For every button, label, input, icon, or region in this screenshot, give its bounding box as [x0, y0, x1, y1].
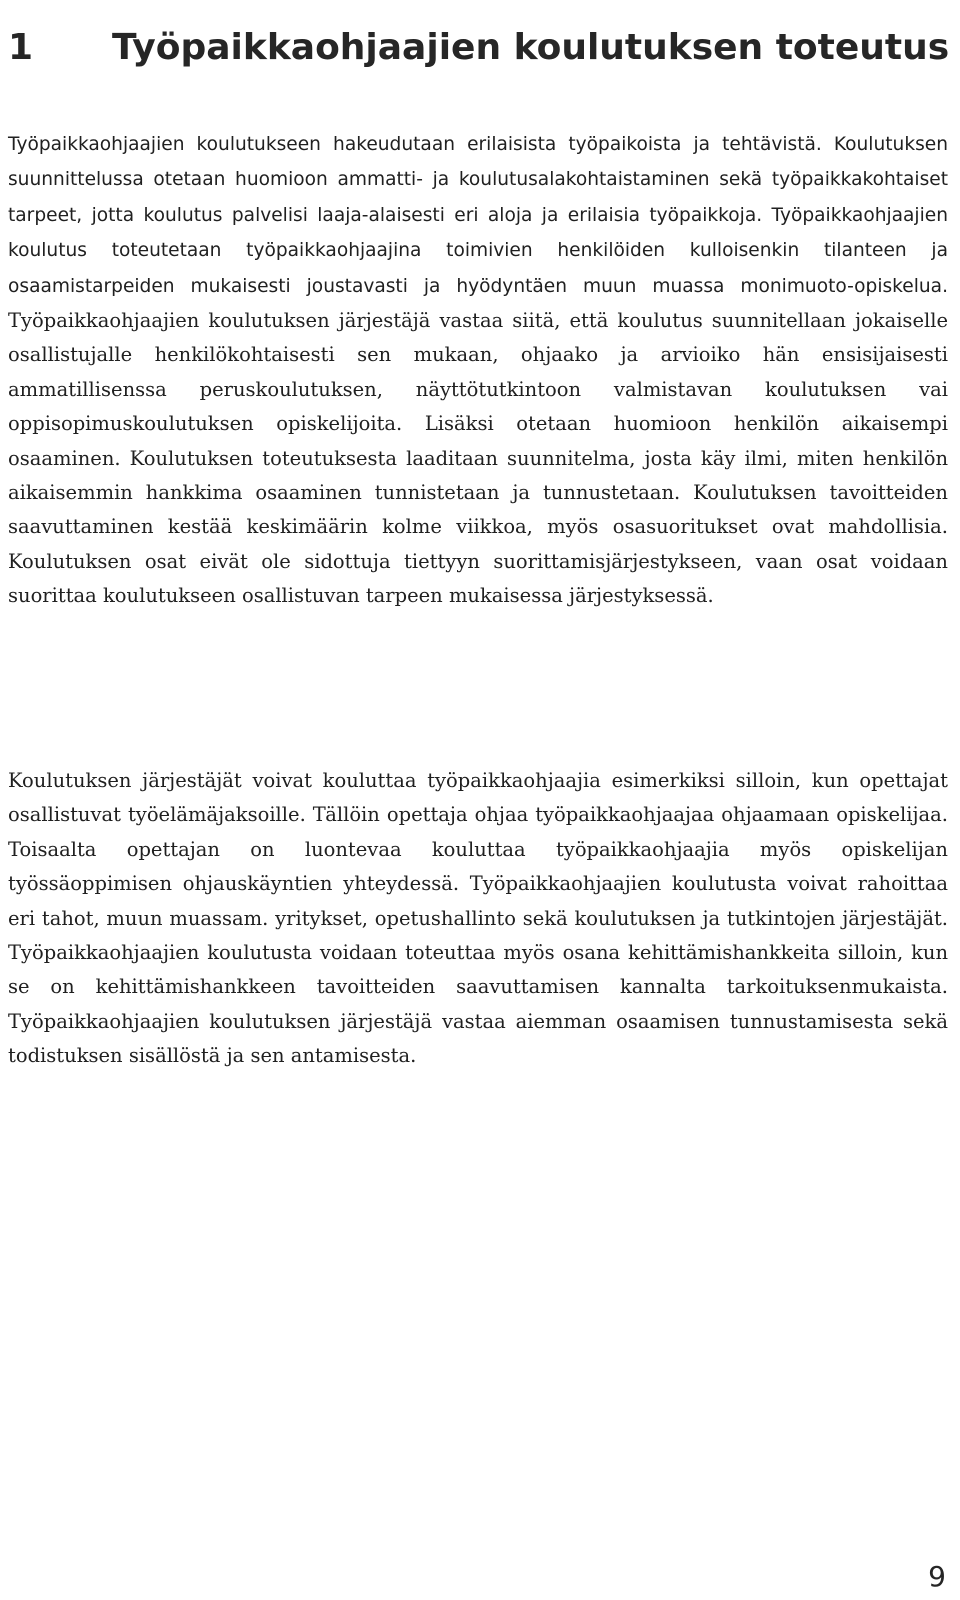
page-number: 9	[928, 1560, 946, 1593]
paragraph-1-sans-run: Työpaikkaohjaajien koulutukseen hakeudutaan erilaisista työpaikoista ja tehtävistä. Koulutuksen suunnittelussa otetaan huomioon ammatti- ja koulutusalakohtaistaminen sekä työpaikkakohtaiset tarpeet, jotta koulutus palvelisi laaja-alaisesti eri aloja ja erilaisia työpaikkoja. Työpaikkaohjaajien koulutus toteutetaan työpaikkaohjaajina toimivien henkilöiden kulloisenkin tilanteen ja osaamistarpeiden mukaisesti joustavasti ja hyödyntäen muun muassa monimuoto-opiskelua.	[8, 134, 948, 297]
chapter-title: Työpaikkaohjaajien koulutuksen toteutus	[112, 27, 950, 69]
body-paragraph-2: Koulutuksen järjestäjät voivat kouluttaa työpaikkaohjaajia esimerkiksi silloin, kun opettajat osallistuvat työelämäjaksoille. Tällöin opettaja ohjaa työpaikkaohjaajaa ohjaamaan opiskelijaa. Toisaalta opettajan on luontevaa kouluttaa työpaikkaohjaajia myös opiskelijan työssäoppimisen ohjauskäyntien yhteydessä. Työpaikkaohjaajien koulutusta voivat rahoittaa eri tahot, muun muassam. yritykset, opetushallinto sekä koulutuksen ja tutkintojen järjestäjät. Työpaikkaohjaajien koulutusta voidaan toteuttaa myös osana kehittämishankkeita silloin, kun se on kehittämishankkeen tavoitteiden saavuttamisen kannalta tarkoituksenmukaista. Työpaikkaohjaajien koulutuksen järjestäjä vastaa aiemman osaamisen tunnustamisesta sekä todistuksen sisällöstä ja sen antamisesta.	[8, 769, 948, 1068]
chapter-heading	[8, 24, 948, 72]
body-paragraph-1	[8, 127, 948, 614]
chapter-number: 1	[8, 27, 34, 69]
paragraph-1-serif-run: Työpaikkaohjaajien koulutuksen järjestäjä vastaa siitä, että koulutus suunnitellaan jokaiselle osallistujalle henkilökohtaisesti sen mukaan, ohjaako ja arvioiko hän ensisijaisesti ammatillisenssa peruskoulutuksen, näyttötutkintoon valmistavan koulutuksen vai oppisopimuskoulutuksen opiskelijoita. Lisäksi otetaan huomioon henkilön aikaisempi osaaminen. Koulutuksen toteutuksesta laaditaan suunnitelma, josta käy ilmi, miten henkilön aikaisemmin hankkima osaaminen tunnistetaan ja tunnustetaan. Koulutuksen tavoitteiden saavuttaminen kestää keskimäärin kolme viikkoa, myös osasuoritukset ovat mahdollisia. Koulutuksen osat eivät ole sidottuja tiettyyn suorittamisjärjestykseen, vaan osat voidaan suorittaa koulutukseen osallistuvan tarpeen mukaisessa järjestyksessä.	[8, 309, 948, 608]
